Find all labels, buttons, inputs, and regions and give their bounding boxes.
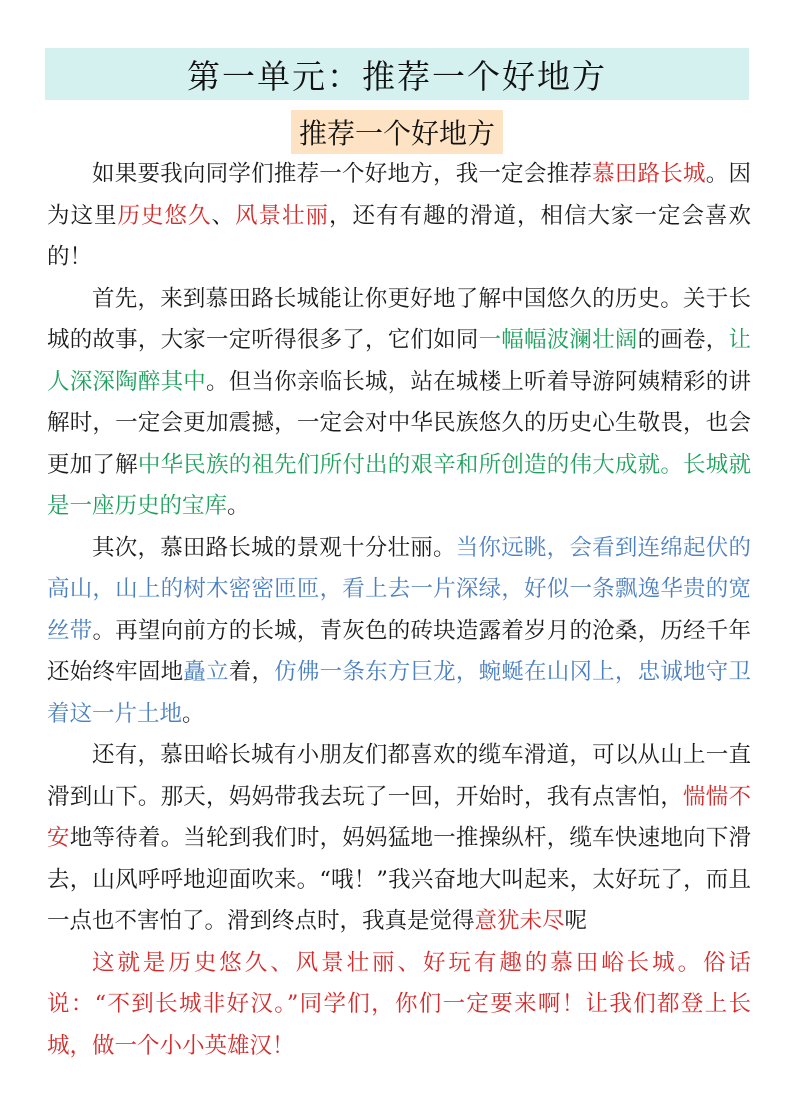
text-segment: 其次，慕田路长城的景观十分壮丽。 (92, 534, 456, 561)
paragraph-5 (47, 943, 751, 1068)
text-segment: 呢 (564, 908, 588, 934)
highlight-phrase: 中华民族的祖先们所付出的艰辛和所创造的伟大成就。长城就是一座历史的宝库 (47, 451, 751, 519)
highlight-phrase: 当你远眺，会看到连绵起伏的高山，山上的树木密密匝匝，看上去一片深绿，好似一条飘逸华贵的宽丝带 (47, 534, 751, 644)
highlight-scenery: 风景壮丽 (235, 202, 329, 229)
title-banner (45, 48, 749, 100)
highlight-phrase: 让人深深陶醉其中 (47, 327, 751, 395)
essay-body (47, 154, 751, 1067)
highlight-phrase: 惴惴不安 (47, 783, 751, 851)
text-segment: 如果要我向同学们推荐一个好地方，我一定会推荐 (92, 161, 593, 187)
text-segment: 。 (227, 493, 250, 519)
text-segment: 还有，慕田峪长城有小朋友们都喜欢的缆车滑道，可以从山上一直滑到山下。那天，妈妈带我去玩了一回，开始时，我有点害怕， (47, 742, 751, 810)
highlight-place-name: 慕田路长城 (592, 161, 706, 187)
highlight-history: 历史悠久 (117, 202, 212, 229)
text-segment: 着， (228, 659, 275, 685)
text-segment: 首先，来到慕田路长城能让你更好地了解中国悠久的历史。关于长城的故事，大家一定听得很多了，它们如同 (47, 285, 751, 353)
text-segment: 。再望向前方的长城，青灰色的砖块造露着岁月的沧桑，历经千年还始终牢固地 (47, 617, 751, 685)
subtitle-container (0, 110, 794, 154)
highlight-phrase: 一幅幅波澜壮阔 (478, 327, 638, 353)
highlight-phrase: 仿佛一条东方巨龙，蜿蜒在山冈上，忠诚地守卫着这一片土地 (47, 659, 751, 727)
paragraph-3 (47, 528, 751, 736)
conclusion-text: 这就是历史悠久、风景壮丽、好玩有趣的慕田峪长城。俗话说：“不到长城非好汉。”同学们，你们一定要来啊！让我们都登上长城，做一个小小英雄汉！ (47, 949, 751, 1059)
text-segment: ，还有有趣的滑道，相信大家一定会喜欢的！ (47, 202, 751, 270)
text-segment: 。但当你亲临长城，站在城楼上听着导游阿姨精彩的讲解时，一定会更加震撼，一定会对中华民族悠久的历史心生敬畏，也会更加了解 (47, 368, 751, 478)
paragraph-2 (47, 279, 751, 528)
text-segment: 地等待着。当轮到我们时，妈妈猛地一推操纵杆，缆车快速地向下滑去，山风呼呼地迎面吹来。“哦！”我兴奋地大叫起来，太好玩了，而且一点也不害怕了。滑到终点时，我真是觉得 (47, 825, 751, 934)
text-segment: 。 (182, 700, 205, 727)
highlight-phrase: 矗立 (183, 659, 229, 685)
text-segment: 、 (211, 202, 235, 229)
text-segment: 。因为这里 (47, 161, 751, 229)
text-segment: 的画卷， (637, 327, 729, 353)
essay-subtitle: 推荐一个好地方 (291, 110, 503, 154)
highlight-phrase: 意犹未尽 (474, 908, 565, 934)
paragraph-4 (47, 735, 751, 943)
page-title: 第一单元：推荐一个好地方 (187, 56, 607, 96)
paragraph-1 (47, 154, 751, 279)
